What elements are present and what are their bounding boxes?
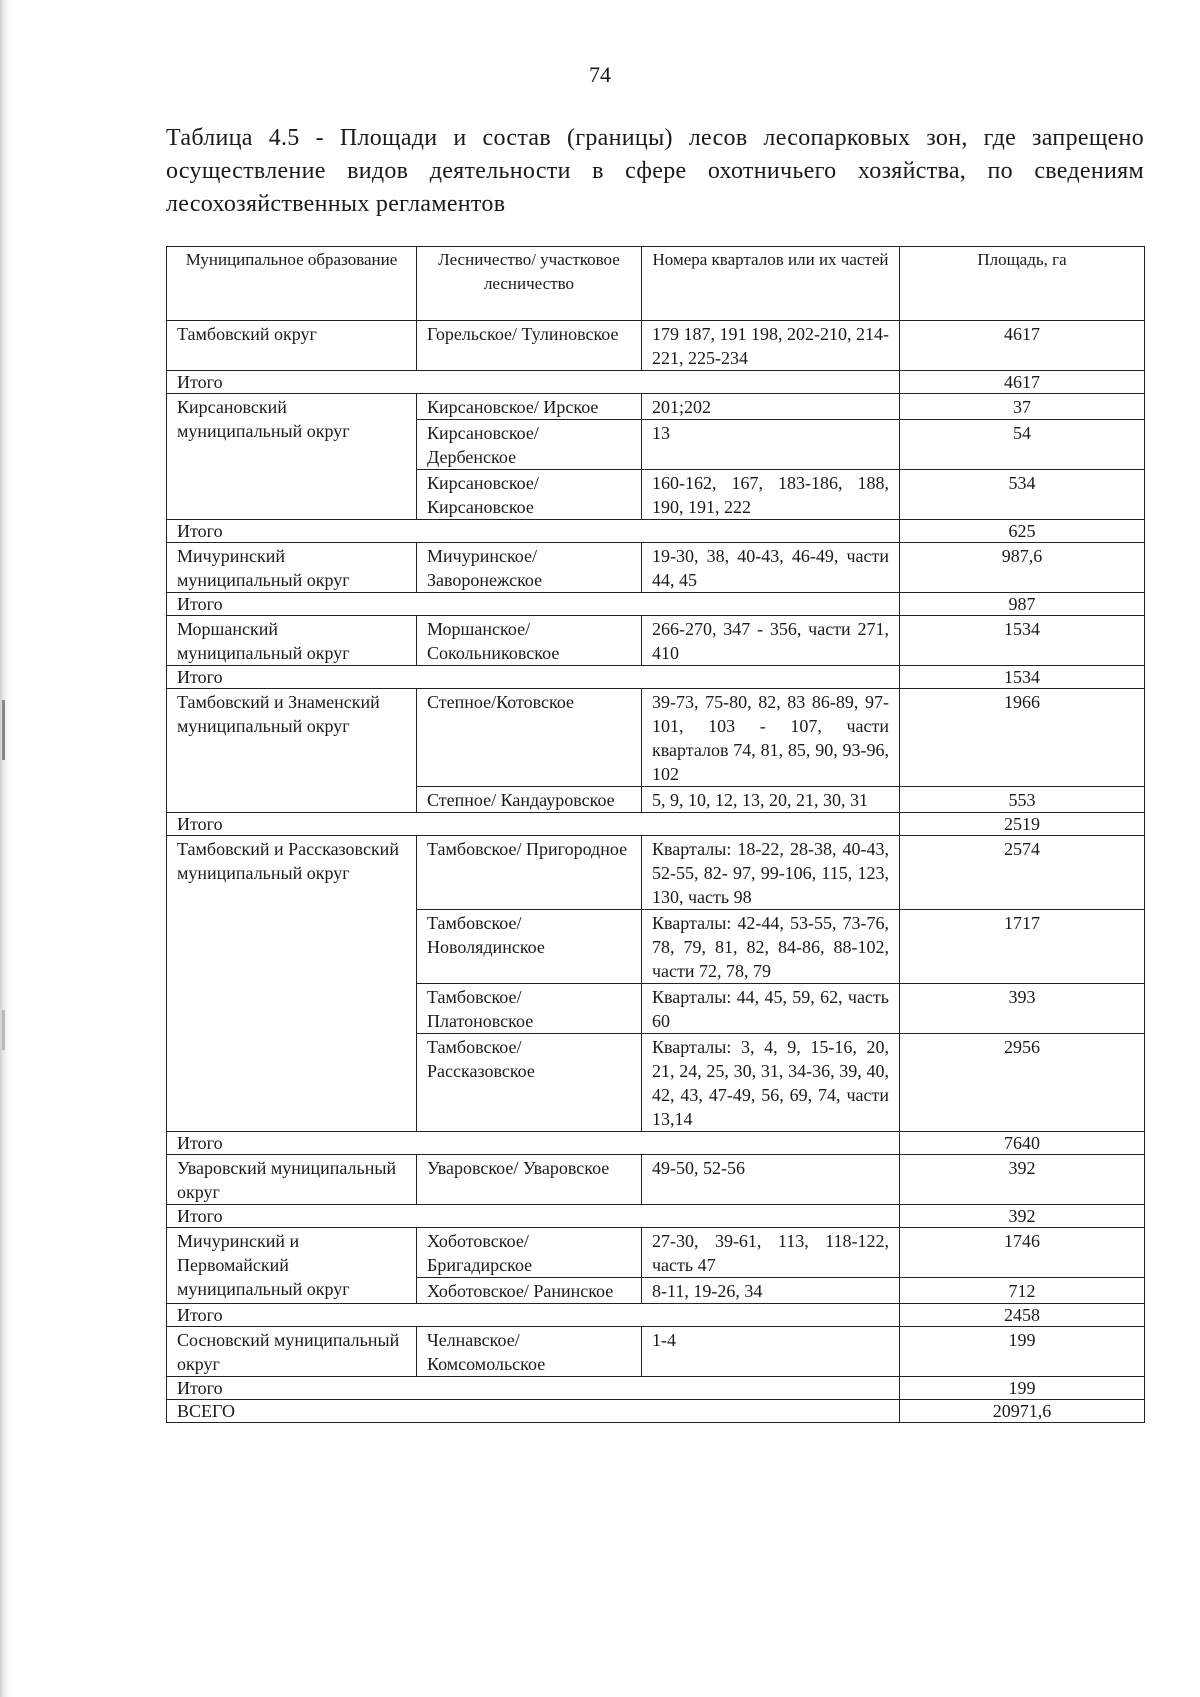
subtotal-row xyxy=(167,813,1145,836)
quarters-cell: 266-270, 347 - 356, части 271, 410 xyxy=(642,616,900,666)
municipality-cell: Сосновский муниципальный округ xyxy=(167,1327,417,1377)
subtotal-label: Итого xyxy=(167,520,900,543)
table-row xyxy=(167,836,1145,910)
subtotal-value: 4617 xyxy=(900,371,1145,394)
grand-total-row xyxy=(167,1400,1145,1423)
area-cell: 2956 xyxy=(900,1034,1145,1132)
subtotal-label: Итого xyxy=(167,1304,900,1327)
forestry-cell: Кирсановское/ Дербенское xyxy=(417,420,642,470)
subtotal-label: Итого xyxy=(167,593,900,616)
forestry-cell: Хоботовское/ Ранинское xyxy=(417,1278,642,1304)
forestry-cell: Степное/Котовское xyxy=(417,689,642,787)
header-quarters: Номера кварталов или их частей xyxy=(642,247,900,321)
table-container xyxy=(166,246,1144,1423)
quarters-cell: 27-30, 39-61, 113, 118-122, часть 47 xyxy=(642,1228,900,1278)
scan-artifact xyxy=(2,700,5,760)
forestry-cell: Хоботовское/ Бригадирское xyxy=(417,1228,642,1278)
header-forestry: Лесничество/ участковое лесничество xyxy=(417,247,642,321)
scan-artifact xyxy=(2,1010,5,1050)
subtotal-label: Итого xyxy=(167,666,900,689)
forestry-cell: Челнавское/ Комсомольское xyxy=(417,1327,642,1377)
quarters-cell: 201;202 xyxy=(642,394,900,420)
subtotal-value: 987 xyxy=(900,593,1145,616)
subtotal-row xyxy=(167,1132,1145,1155)
table-row xyxy=(167,394,1145,420)
subtotal-row xyxy=(167,1205,1145,1228)
forest-areas-table xyxy=(166,246,1145,1423)
municipality-cell: Мичуринский и Первомайский муниципальный округ xyxy=(167,1228,417,1304)
quarters-cell: 160-162, 167, 183-186, 188, 190, 191, 222 xyxy=(642,470,900,520)
forestry-cell: Тамбовское/ Пригородное xyxy=(417,836,642,910)
area-cell: 1966 xyxy=(900,689,1145,787)
forestry-cell: Тамбовское/ Рассказовское xyxy=(417,1034,642,1132)
municipality-cell: Уваровский муниципальный округ xyxy=(167,1155,417,1205)
forestry-cell: Мичуринское/ Заворонежское xyxy=(417,543,642,593)
quarters-cell: Кварталы: 18-22, 28-38, 40-43, 52-55, 82- 97, 99-106, 115, 123, 130, часть 98 xyxy=(642,836,900,910)
subtotal-label: Итого xyxy=(167,1205,900,1228)
municipality-cell: Тамбовский и Знаменский муниципальный округ xyxy=(167,689,417,813)
area-cell: 393 xyxy=(900,984,1145,1034)
municipality-cell: Тамбовский округ xyxy=(167,321,417,371)
header-area: Площадь, га xyxy=(900,247,1145,321)
table-row xyxy=(167,321,1145,371)
subtotal-row xyxy=(167,520,1145,543)
subtotal-value: 392 xyxy=(900,1205,1145,1228)
area-cell: 37 xyxy=(900,394,1145,420)
forestry-cell: Уваровское/ Уваровское xyxy=(417,1155,642,1205)
subtotal-value: 2458 xyxy=(900,1304,1145,1327)
forestry-cell: Горельское/ Тулиновское xyxy=(417,321,642,371)
municipality-cell: Мичуринский муниципальный округ xyxy=(167,543,417,593)
municipality-cell: Кирсановский муниципальный округ xyxy=(167,394,417,520)
area-cell: 534 xyxy=(900,470,1145,520)
forestry-cell: Тамбовское/ Новолядинское xyxy=(417,910,642,984)
grand-total-label: ВСЕГО xyxy=(167,1400,900,1423)
forestry-cell: Кирсановское/ Кирсановское xyxy=(417,470,642,520)
quarters-cell: 19-30, 38, 40-43, 46-49, части 44, 45 xyxy=(642,543,900,593)
subtotal-row xyxy=(167,1304,1145,1327)
forestry-cell: Тамбовское/ Платоновское xyxy=(417,984,642,1034)
subtotal-row xyxy=(167,593,1145,616)
area-cell: 712 xyxy=(900,1278,1145,1304)
subtotal-label: Итого xyxy=(167,813,900,836)
area-cell: 987,6 xyxy=(900,543,1145,593)
grand-total-value: 20971,6 xyxy=(900,1400,1145,1423)
scan-edge xyxy=(0,0,10,1697)
area-cell: 199 xyxy=(900,1327,1145,1377)
area-cell: 392 xyxy=(900,1155,1145,1205)
table-row xyxy=(167,1228,1145,1278)
subtotal-value: 199 xyxy=(900,1377,1145,1400)
quarters-cell: 179 187, 191 198, 202-210, 214-221, 225-234 xyxy=(642,321,900,371)
table-row xyxy=(167,616,1145,666)
subtotal-row xyxy=(167,371,1145,394)
quarters-cell: Кварталы: 42-44, 53-55, 73-76, 78, 79, 81, 82, 84-86, 88-102, части 72, 78, 79 xyxy=(642,910,900,984)
quarters-cell: 39-73, 75-80, 82, 83 86-89, 97-101, 103 - 107, части кварталов 74, 81, 85, 90, 93-96, 102 xyxy=(642,689,900,787)
area-cell: 1717 xyxy=(900,910,1145,984)
municipality-cell: Моршанский муниципальный округ xyxy=(167,616,417,666)
table-row xyxy=(167,543,1145,593)
quarters-cell: 8-11, 19-26, 34 xyxy=(642,1278,900,1304)
area-cell: 1746 xyxy=(900,1228,1145,1278)
quarters-cell: 49-50, 52-56 xyxy=(642,1155,900,1205)
subtotal-row xyxy=(167,1377,1145,1400)
area-cell: 2574 xyxy=(900,836,1145,910)
subtotal-label: Итого xyxy=(167,1377,900,1400)
forestry-cell: Моршанское/ Сокольниковское xyxy=(417,616,642,666)
subtotal-value: 2519 xyxy=(900,813,1145,836)
municipality-cell: Тамбовский и Рассказовский муниципальный округ xyxy=(167,836,417,1132)
area-cell: 4617 xyxy=(900,321,1145,371)
subtotal-label: Итого xyxy=(167,1132,900,1155)
quarters-cell: 5, 9, 10, 12, 13, 20, 21, 30, 31 xyxy=(642,787,900,813)
table-caption: Таблица 4.5 - Площади и состав (границы) лесов лесопарковых зон, где запрещено осуществление видов деятельности в сфере охотничьего хозяйства, по сведениям лесохозяйственных регламентов xyxy=(166,125,1144,217)
subtotal-value: 1534 xyxy=(900,666,1145,689)
subtotal-row xyxy=(167,666,1145,689)
table-row xyxy=(167,1327,1145,1377)
subtotal-label: Итого xyxy=(167,371,900,394)
page-number: 74 xyxy=(589,62,611,87)
subtotal-value: 625 xyxy=(900,520,1145,543)
quarters-cell: Кварталы: 3, 4, 9, 15-16, 20, 21, 24, 25, 30, 31, 34-36, 39, 40, 42, 43, 47-49, 56, 69, 74, части 13,14 xyxy=(642,1034,900,1132)
table-body xyxy=(167,321,1145,1400)
forestry-cell: Кирсановское/ Ирское xyxy=(417,394,642,420)
table-row xyxy=(167,1155,1145,1205)
area-cell: 1534 xyxy=(900,616,1145,666)
quarters-cell: 13 xyxy=(642,420,900,470)
quarters-cell: 1-4 xyxy=(642,1327,900,1377)
table-row xyxy=(167,689,1145,787)
subtotal-value: 7640 xyxy=(900,1132,1145,1155)
area-cell: 553 xyxy=(900,787,1145,813)
table-header-row xyxy=(167,247,1145,321)
area-cell: 54 xyxy=(900,420,1145,470)
quarters-cell: Кварталы: 44, 45, 59, 62, часть 60 xyxy=(642,984,900,1034)
forestry-cell: Степное/ Кандауровское xyxy=(417,787,642,813)
header-municipality: Муниципальное образование xyxy=(167,247,417,321)
